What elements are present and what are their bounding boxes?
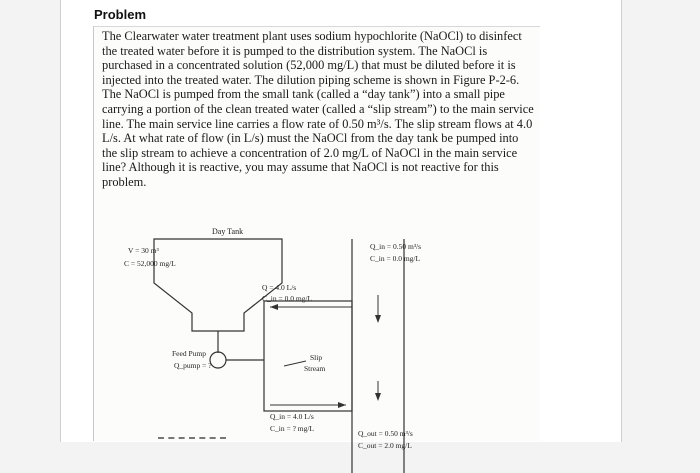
feed-pump-label: Feed Pump (172, 349, 206, 358)
page-edge-mark (158, 437, 226, 439)
slip-stream-label-2: Stream (304, 364, 326, 373)
slip-outlet-concentration: C_in = ? mg/L (270, 424, 315, 433)
problem-heading: Problem (94, 7, 147, 22)
problem-statement: The Clearwater water treatment plant uses sodium hypochlorite (NaOCl) to disinfect the treated water before it is pumped to the distribution system. The NaOCl is purchased in a concentrated solution (52,000 mg/L) that must be diluted before it is injected into the treated water. The dilution piping scheme is shown in Figure P-2-6. The NaOCl is pumped from the small tank (called a “day tank”) into a small pipe carrying a portion of the clean treated water (called a “slip stream”) to the main service line. The main service line carries a flow rate of 0.50 m³/s. The slip stream flows at 4.0 L/s. At what rate of flow (in L/s) must the NaOCl from the day tank be pumped into the slip stream to achieve a concentration of 2.0 mg/L of NaOCl in the main service line? Although it is reactive, you may assume that NaOCl is not reactive for this problem. (102, 29, 534, 189)
slip-outlet-flow: Q_in = 4.0 L/s (270, 412, 314, 421)
slip-stream-label-1: Slip (310, 353, 323, 362)
figure-p-2-6 (94, 223, 540, 473)
day-tank-label: Day Tank (212, 227, 244, 236)
feed-pump (210, 352, 226, 368)
main-outlet-concentration: C_out = 2.0 mg/L (358, 441, 412, 450)
tank-volume: V = 30 m³ (128, 246, 159, 255)
slip-stream-pipe (264, 301, 352, 411)
main-outlet-flow: Q_out = 0.50 m³/s (358, 429, 413, 438)
document-page (60, 0, 622, 450)
main-inlet-flow: Q_in = 0.50 m³/s (370, 242, 422, 251)
slip-inlet-concentration: C_in = 0.0 mg/L (262, 294, 313, 303)
tank-concentration: C = 52,000 mg/L (124, 259, 176, 268)
main-inlet-concentration: C_in = 0.0 mg/L (370, 254, 421, 263)
pump-flow-label: Q_pump = ? (174, 361, 212, 370)
slip-inlet-flow: Q = 4.0 L/s (262, 283, 297, 292)
scanned-problem (93, 26, 540, 450)
